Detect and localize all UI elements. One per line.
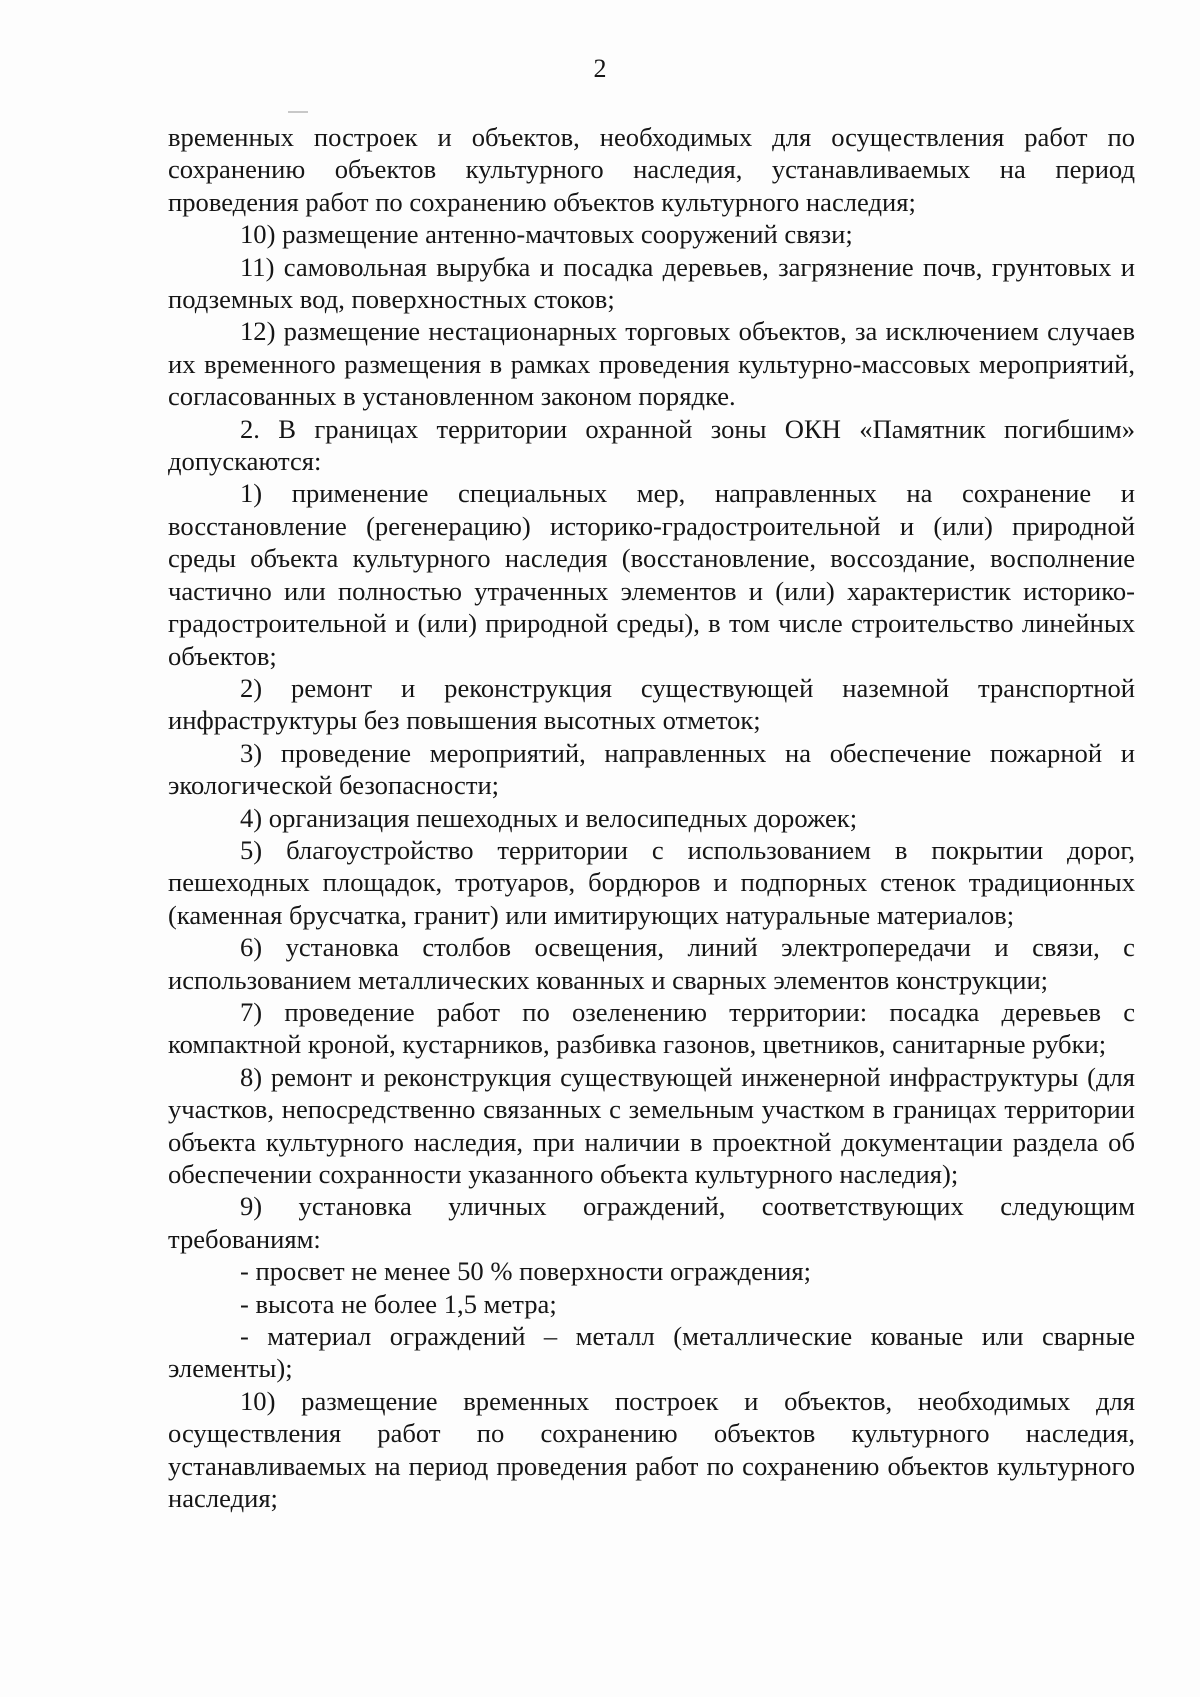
permitted-item-8: 8) ремонт и реконструкция существующей инженерной инфраструктуры (для участков, непосредственно связанных с земельным участком в границах территории объекта культурного наследия, при наличии в проектной документации раздела об обеспечении сохранности указанного объекта культурного наследия); — [168, 1061, 1135, 1189]
permitted-item-5: 5) благоустройство территории с использованием в покрытии дорог, пешеходных площадок, тротуаров, бордюров и подпорных стенок традиционных (каменная брусчатка, гранит) или имитирующих натуральные материалов; — [168, 834, 1135, 930]
fence-requirement-clearance: - просвет не менее 50 % поверхности ограждения; — [240, 1256, 812, 1287]
list-item-10: 10) размещение антенно-мачтовых сооружений связи; — [240, 219, 853, 250]
fence-requirement-height: - высота не более 1,5 метра; — [240, 1288, 557, 1319]
paragraph-continuation: временных построек и объектов, необходимых для осуществления работ по сохранению объектов культурного наследия, устанавливаемых на период проведения работ по сохранению объектов культурного наследия; — [168, 122, 1135, 217]
permitted-item-1: 1) применение специальных мер, направленных на сохранение и восстановление (регенерацию) историко-градостроительной и (или) природной среды объекта культурного наследия (восстановление, воссоздание, восполнение частично или полностью утраченных элементов и (или) характеристик историко-градостроительной и (или) природной среды), в том числе строительство линейных объектов; — [168, 478, 1135, 671]
list-item-11: 11) самовольная вырубка и посадка деревьев, загрязнение почв, грунтовых и подземных вод, поверхностных стоков; — [168, 251, 1135, 315]
permitted-item-7: 7) проведение работ по озеленению территории: посадка деревьев с компактной кроной, кустарников, разбивка газонов, цветников, санитарные рубки; — [168, 996, 1135, 1060]
section-2-heading: 2. В границах территории охранной зоны ОКН «Памятник погибшим» допускаются: — [168, 413, 1135, 477]
permitted-item-10: 10) размещение временных построек и объектов, необходимых для осуществления работ по сохранению объектов культурного наследия, устанавливаемых на период проведения работ по сохранению объектов культурного наследия; — [168, 1385, 1135, 1514]
permitted-item-6: 6) установка столбов освещения, линий электропередачи и связи, с использованием металлических кованных и сварных элементов конструкции; — [168, 932, 1135, 995]
list-item-12: 12) размещение нестационарных торговых объектов, за исключением случаев их временного размещения в рамках проведения культурно-массовых мероприятий, согласованных в установленном законом порядке. — [168, 316, 1135, 412]
permitted-item-2: 2) ремонт и реконструкция существующей наземной транспортной инфраструктуры без повышения высотных отметок; — [168, 672, 1135, 736]
document-body — [168, 121, 1135, 1514]
permitted-item-9: 9) установка уличных ограждений, соответствующих следующим требованиям: — [168, 1191, 1135, 1254]
fence-requirement-material: - материал ограждений – металл (металлические кованые или сварные элементы); — [168, 1321, 1135, 1384]
scan-artifact — [288, 111, 308, 113]
permitted-item-4: 4) организация пешеходных и велосипедных дорожек; — [240, 802, 858, 833]
permitted-item-3: 3) проведение мероприятий, направленных на обеспечение пожарной и экологической безопасности; — [168, 737, 1135, 801]
page-number: 2 — [593, 54, 607, 83]
